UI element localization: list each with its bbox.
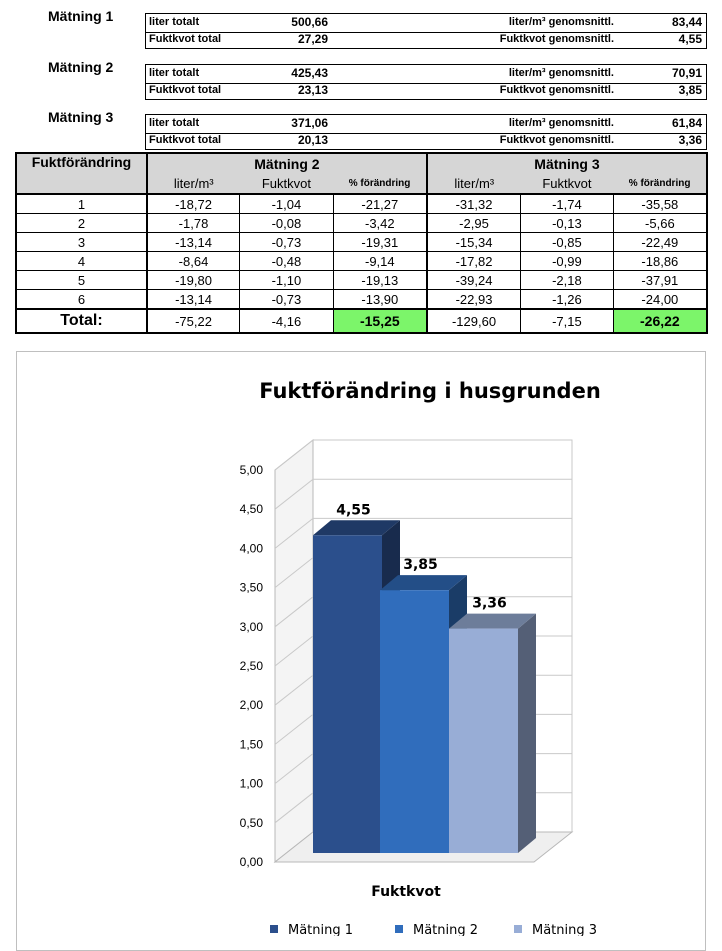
fukt-avg-label: Fuktkvot genomsnittl. [499,84,614,96]
table-cell: -22,49 [613,233,707,252]
table-cell: -19,31 [333,233,427,252]
group-header-matning-3: Mätning 3 [427,153,707,174]
row-number: 1 [16,194,147,214]
legend-label: Mätning 1 [288,923,354,936]
table-cell: -1,10 [240,271,334,290]
table-cell: -2,95 [427,214,521,233]
y-tick-label: 2,00 [239,698,263,713]
liter-total-value: 371,06 [291,116,328,130]
table-cell: -1,04 [240,194,334,214]
corner-header: Fuktförändring [16,153,147,194]
chart-title: Fuktförändring i husgrunden [259,379,601,403]
table-cell: -0,08 [240,214,334,233]
legend-swatch [514,925,522,933]
liter-total-value: 425,43 [291,66,328,80]
table-cell: -24,00 [613,290,707,310]
y-tick-label: 0,50 [239,815,263,830]
row-number: 5 [16,271,147,290]
total-label: Total: [16,309,147,333]
fukt-total-value: 20,13 [297,133,328,147]
fukt-total-label: Fuktkvot total [149,84,222,96]
table-cell: -1,74 [521,194,614,214]
liter-total-label: liter totalt [149,117,200,129]
table-cell: -13,14 [147,233,240,252]
table-cell: -0,48 [240,252,334,271]
fukt-avg-value: 3,36 [678,133,702,147]
liter-avg-value: 70,91 [671,66,702,80]
legend-swatch [270,925,278,933]
table-cell: -39,24 [427,271,521,290]
table-cell: -19,80 [147,271,240,290]
y-tick-label: 2,50 [239,659,263,673]
liter-total-label: liter totalt [149,16,200,28]
y-tick-label: 1,00 [239,776,263,791]
total-percent-highlight: -26,22 [613,309,707,333]
summary-title: Mätning 1 [48,8,114,24]
table-cell: -13,90 [333,290,427,310]
table-cell: -129,60 [427,309,521,333]
liter-total-value: 500,66 [291,15,328,29]
data-label: 3,36 [472,595,507,612]
fukt-avg-value: 3,85 [678,83,702,97]
column-header: % förändring [333,174,427,194]
row-number: 3 [16,233,147,252]
row-number: 2 [16,214,147,233]
table-cell: -0,73 [240,233,334,252]
column-header: liter/m³ [147,174,240,194]
y-tick-label: 4,50 [239,502,263,517]
y-tick-label: 4,00 [239,541,263,556]
y-tick-label: 0,00 [239,855,263,869]
liter-avg-value: 83,44 [671,15,702,29]
summary-title: Mätning 2 [48,59,114,75]
fukt-total-label: Fuktkvot total [149,134,222,146]
bar-front-2 [380,590,449,853]
table-cell: -13,14 [147,290,240,310]
fukt-avg-label: Fuktkvot genomsnittl. [499,134,614,146]
table-cell: -0,85 [521,233,614,252]
table-cell: -19,13 [333,271,427,290]
table-cell: -0,99 [521,252,614,271]
table-cell: -17,82 [427,252,521,271]
column-header: % förändring [613,174,707,194]
legend-swatch [395,925,403,933]
table-cell: -8,64 [147,252,240,271]
fukt-total-value: 27,29 [297,32,328,46]
y-tick-label: 5,00 [239,463,263,477]
row-number: 4 [16,252,147,271]
table-cell: -1,26 [521,290,614,310]
table-cell: -0,73 [240,290,334,310]
fukt-avg-label: Fuktkvot genomsnittl. [499,33,614,45]
row-number: 6 [16,290,147,310]
table-cell: -18,72 [147,194,240,214]
table-cell: -0,13 [521,214,614,233]
fukt-avg-value: 4,55 [678,32,702,46]
fukt-total-label: Fuktkvot total [149,33,222,45]
table-cell: -35,58 [613,194,707,214]
bar-front-1 [313,535,382,853]
y-tick-label: 3,00 [239,619,263,634]
table-cell: -18,86 [613,252,707,271]
table-cell: -21,27 [333,194,427,214]
data-label: 3,85 [403,557,438,574]
column-header: Fuktkvot [240,174,334,194]
table-cell: -37,91 [613,271,707,290]
liter-avg-label: liter/m³ genomsnittl. [508,117,614,129]
liter-avg-value: 61,84 [671,116,702,130]
x-category-label: Fuktkvot [371,884,441,900]
liter-avg-label: liter/m³ genomsnittl. [508,67,614,79]
total-percent-highlight: -15,25 [333,309,427,333]
legend-label: Mätning 2 [413,923,479,936]
table-cell: -5,66 [613,214,707,233]
fukt-total-value: 23,13 [297,83,328,97]
table-cell: -7,15 [521,309,614,333]
table-cell: -31,32 [427,194,521,214]
table-cell: -22,93 [427,290,521,310]
group-header-matning-2: Mätning 2 [147,153,427,174]
legend-label: Mätning 3 [532,923,598,936]
bar-side-3 [518,614,536,853]
table-cell: -3,42 [333,214,427,233]
liter-avg-label: liter/m³ genomsnittl. [508,16,614,28]
table-cell: -1,78 [147,214,240,233]
table-cell: -9,14 [333,252,427,271]
table-cell: -2,18 [521,271,614,290]
bar-front-3 [449,629,518,853]
y-tick-label: 1,50 [239,737,263,752]
table-cell: -75,22 [147,309,240,333]
column-header: Fuktkvot [521,174,614,194]
summary-title: Mätning 3 [48,109,114,125]
data-label: 4,55 [336,502,371,519]
y-tick-label: 3,50 [239,580,263,595]
table-cell: -15,34 [427,233,521,252]
column-header: liter/m³ [427,174,521,194]
table-cell: -4,16 [240,309,334,333]
liter-total-label: liter totalt [149,67,200,79]
